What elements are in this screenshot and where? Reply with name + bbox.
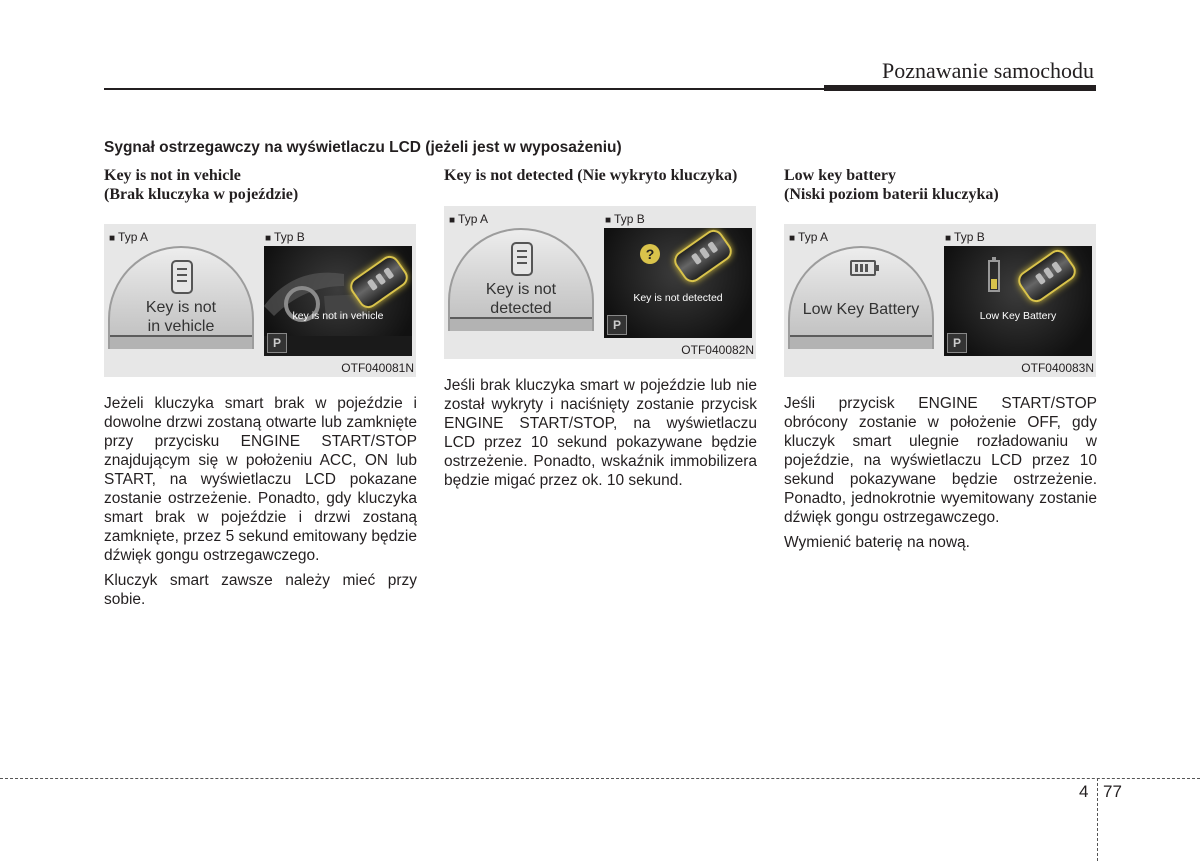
typ-a-label: ■ Typ A (789, 230, 829, 244)
display-a-line1: Low Key Battery (802, 301, 920, 318)
figure-code: OTF040081N (341, 361, 414, 375)
question-icon: ? (640, 244, 660, 264)
display-base (790, 335, 932, 349)
typ-a-label: ■ Typ A (449, 212, 489, 226)
column-3-title-line2: (Niski poziom baterii kluczyka) (784, 186, 999, 203)
column-3-paragraph: Wymienić baterię na nową. (784, 534, 970, 551)
display-a-line2: detected (490, 300, 552, 317)
column-3-body (784, 394, 1097, 558)
header-rule-accent (824, 85, 1096, 91)
display-b-text: key is not in vehicle (292, 310, 384, 322)
display-base (450, 317, 592, 331)
column-2-paragraph: Jeśli brak kluczyka smart w pojeździe lub nie został wykryty i naciśnięty zostanie przycisk ENGINE START/STOP, na wyświetlaczu LCD przez 10 sekund pokazywane będzie ostrzeżenie. Ponadto, wskaźnik immobilizera będzie migać przez ok. 10 sekund. (444, 377, 757, 489)
display-base (110, 335, 252, 349)
battery-icon (988, 260, 1000, 292)
p-icon: P (607, 315, 627, 335)
column-1-title (104, 166, 298, 204)
chapter-number: 4 (1079, 782, 1089, 801)
smart-key-icon (511, 242, 533, 276)
page-header-title: Poznawanie samochodu (882, 58, 1094, 83)
column-1-body (104, 394, 417, 615)
figure-code: OTF040083N (1021, 361, 1094, 375)
column-1-paragraph: Kluczyk smart zawsze należy mieć przy sobie. (104, 572, 417, 608)
p-icon: P (267, 333, 287, 353)
smart-key-icon (171, 260, 193, 294)
section-heading: Sygnał ostrzegawczy na wyświetlaczu LCD (jeżeli jest w wyposażeniu) (104, 139, 622, 156)
p-icon: P (947, 333, 967, 353)
footer-dotted-rule (0, 778, 1200, 779)
battery-icon (850, 260, 876, 276)
column-3-paragraph: Jeśli przycisk ENGINE START/STOP obrócony zostanie w położenie OFF, gdy kluczyk smart ulegnie rozładowaniu w pojeździe, na wyświetlaczu LCD przez 10 sekund pokazywane będzie ostrzeżenie. Ponadto, jednokrotnie wyemitowany zostanie dźwięk gongu ostrzegawczego. (784, 395, 1097, 526)
display-b-text: Low Key Battery (979, 310, 1057, 322)
typ-a-label: ■ Typ A (109, 230, 149, 244)
display-type-a (448, 228, 594, 331)
figure-2 (444, 206, 756, 359)
column-1-title-line2: (Brak kluczyka w pojeździe) (104, 186, 299, 203)
column-1-title-line1: Key is not in vehicle (104, 167, 241, 184)
display-type-b (264, 246, 412, 356)
column-3-title-line1: Low key battery (784, 167, 896, 184)
display-a-line1: Key is not (145, 299, 217, 316)
typ-b-label: ■ Typ B (605, 212, 645, 226)
page-number: 77 (1103, 782, 1122, 801)
display-a-line2: in vehicle (147, 318, 215, 335)
column-1-paragraph: Jeżeli kluczyka smart brak w pojeździe i dowolne drzwi zostaną otwarte lub zamknięte przy przycisku ENGINE START/STOP znajdującym się w położeniu ACC, ON lub START, na wyświetlaczu LCD pokazane zostanie ostrzeżenie. Ponadto, gdy kluczyka smart brak w pojeździe i drzwi zostaną zamknięte, przez 5 sekund emitowany będzie dźwięk gongu ostrzegawczego. (104, 395, 417, 564)
typ-b-label: ■ Typ B (945, 230, 985, 244)
typ-b-label: ■ Typ B (265, 230, 305, 244)
column-2-title (444, 166, 737, 185)
column-2-body (444, 376, 757, 496)
figure-3 (784, 224, 1096, 377)
column-2-title-line1: Key is not detected (Nie wykryto kluczyka) (444, 167, 738, 184)
display-type-a (108, 246, 254, 349)
figure-code: OTF040082N (681, 343, 754, 357)
footer-dotted-divider (1097, 778, 1098, 861)
display-b-text: Key is not detected (633, 292, 723, 304)
display-a-line1: Key is not (485, 281, 557, 298)
display-type-a (788, 246, 934, 349)
figure-1 (104, 224, 416, 377)
display-type-b (604, 228, 752, 338)
display-type-b (944, 246, 1092, 356)
column-3-title (784, 166, 999, 204)
key-fob-icon (670, 228, 735, 286)
key-fob-icon (1014, 246, 1079, 306)
